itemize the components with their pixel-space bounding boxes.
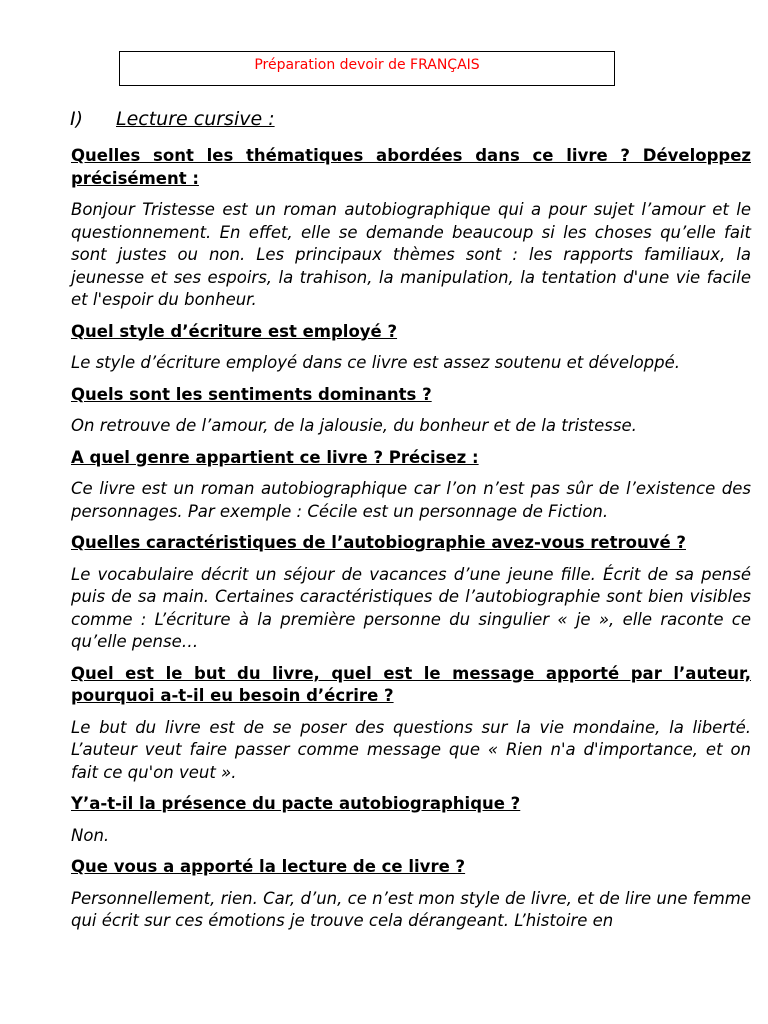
section-number: I) [70, 108, 84, 130]
section-heading [70, 108, 275, 130]
question-3: Quels sont les sentiments dominants ? [71, 384, 432, 404]
answer-7: Non. [71, 825, 110, 845]
answer-1: Bonjour Tristesse est un roman autobiographique qui a pour sujet l’amour et le questionnement. En effet, elle se demande beaucoup si les choses qu’elle fait sont justes ou non. Les principaux thèmes sont : les rapports familiaux, la jeunesse et ses espoirs, la trahison, la manipulation, la tentation d'une vie facile et l'espoir du bonheur. [71, 200, 751, 309]
answer-8: Personnellement, rien. Car, d’un, ce n’est mon style de livre, et de lire une femme qui écrit sur ces émotions je trouve cela dérangeant. L’histoire en [71, 888, 751, 930]
question-2: Quel style d’écriture est employé ? [71, 321, 398, 341]
document-title: Préparation devoir de FRANÇAIS [254, 57, 480, 73]
question-5: Quelles caractéristiques de l’autobiographie avez-vous retrouvé ? [71, 533, 686, 552]
section-title: Lecture cursive : [116, 108, 275, 130]
title-box [119, 51, 615, 86]
question-8: Que vous a apporté la lecture de ce livre ? [71, 857, 466, 876]
qa-list [71, 145, 751, 942]
question-1: Quelles sont les thématiques abordées dans ce livre ? Développez précisément : [71, 146, 751, 188]
question-7: Y’a-t-il la présence du pacte autobiographique ? [71, 794, 521, 813]
answer-5: Le vocabulaire décrit un séjour de vacances d’une jeune fille. Écrit de sa pensé puis de sa main. Certaines caractéristiques de l’autobiographie sont bien visibles comme : L’écriture à la première personne du singulier « je », elle raconte ce qu’elle pense… [71, 564, 751, 651]
answer-6: Le but du livre est de se poser des questions sur la vie mondaine, la liberté. L’auteur veut faire passer comme message que « Rien n'a d'importance, et on fait ce qu'on veut ». [71, 717, 751, 782]
answer-3: On retrouve de l’amour, de la jalousie, du bonheur et de la tristesse. [71, 416, 637, 435]
answer-2: Le style d’écriture employé dans ce livre est assez soutenu et développé. [71, 353, 681, 372]
question-4: A quel genre appartient ce livre ? Précisez : [71, 447, 479, 467]
question-6: Quel est le but du livre, quel est le message apporté par l’auteur, pourquoi a-t-il eu besoin d’écrire ? [71, 663, 751, 705]
answer-4: Ce livre est un roman autobiographique car l’on n’est pas sûr de l’existence des personnages. Par exemple : Cécile est un personnage de Fiction. [71, 479, 751, 521]
